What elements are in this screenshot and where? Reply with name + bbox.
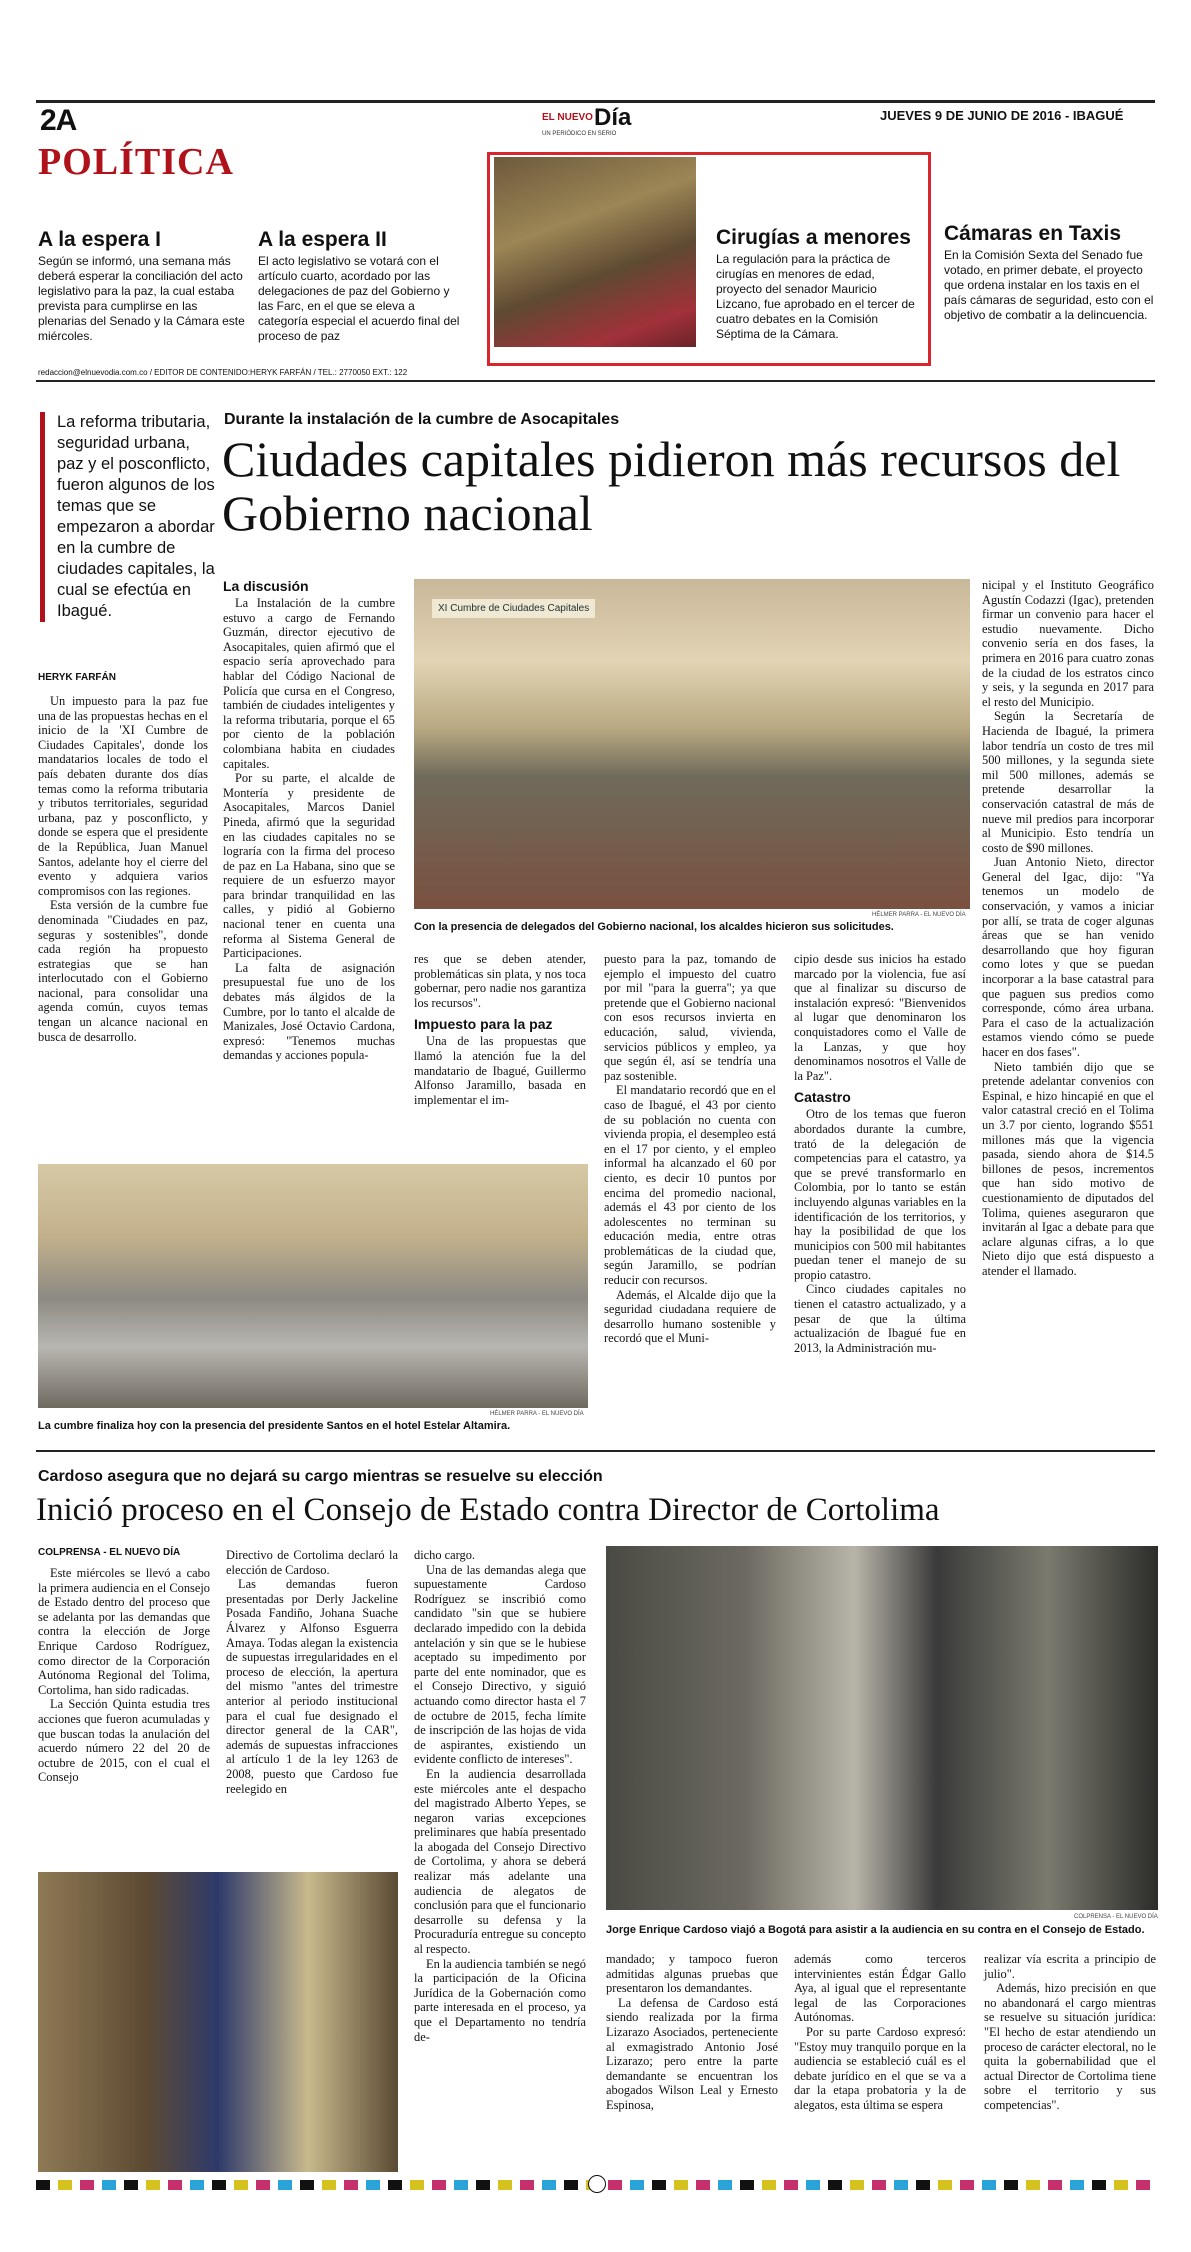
story1-col5: [794, 952, 966, 1355]
cumbre-photo-2: [38, 1164, 588, 1408]
brief-3: [716, 226, 922, 342]
col-text: [794, 952, 966, 1083]
paragraph: nicipal y el Instituto Geográfico Agustín Codazzi (Igac), pretenden firmar un convenio para hacer el estudio nuevamente. Dicho convenio sería en dos fases, la primera en 2016 para cuatro zonas de la ciudad de los estratos cinco y seis, y la segunda en 2017 para el resto del Municipio.: [982, 578, 1154, 709]
paragraph: Además, el Alcalde dijo que la seguridad ciudadana requiere de desarrollo humano sostenible y recordó que el Muni-: [604, 1287, 776, 1346]
brief-text: Según se informó, una semana más deberá esperar la conciliación del acto legislativo para la paz, la cual estaba prevista para cumplirse en las plenarias del Senado y la Cámara este miércoles.: [38, 254, 245, 343]
contact-line: redaccion@elnuevodia.com.co / EDITOR DE CONTENIDO:HERYK FARFÁN / TEL.: 2770050 EXT.: 122: [38, 368, 408, 377]
story1-col2: [223, 576, 395, 1063]
story1-headline: Ciudades capitales pidieron más recursos del Gobierno nacional: [222, 431, 1121, 541]
top-rule: [36, 100, 1155, 103]
story1-col3: [414, 952, 586, 1107]
paragraph: puesto para la paz, tomando de ejemplo el impuesto del cuatro por mil "para la guerra"; ya que pretende que el Gobierno nacional con esos recursos invierta en educación, salud, vivienda, servicios públicos y empleo, ya que según él, así se tendría una paz sostenible.: [604, 952, 776, 1083]
logo-tagline: UN PERIÓDICO EN SERIO: [542, 131, 617, 137]
paragraph: mandado; y tampoco fueron admitidas algunas pruebas que presentaron los demandantes.: [606, 1952, 778, 1996]
paragraph: res que se deben atender, problemáticas sin plata, y nos toca gobernar, pero nadie nos garantiza los recursos".: [414, 952, 586, 1010]
paragraph: La Sección Quinta estudia tres acciones que fueron acumuladas y que buscan todas la anulación del acuerdo número 22 del 20 de octubre de 2015, con el cual el Consejo: [38, 1697, 210, 1785]
paragraph: Una de las propuestas que llamó la atención fue la del mandatario de Ibagué, Guillermo Alfonso Jaramillo, basada en implementar el im-: [414, 1034, 586, 1107]
subhead-catastro: Catastro: [794, 1089, 851, 1106]
photo-credit: HÉLMER PARRA - EL NUEVO DÍA: [490, 1411, 584, 1417]
cardoso-photo-main: [606, 1546, 1158, 1910]
story2-col1: [38, 1566, 210, 1785]
paragraph: Las demandas fueron presentadas por Derly Jackeline Posada Fandiño, Johana Suache Álvarez y Alfonso Esguerra Amaya. Todas alegan la existencia de supuestas irregularidades en el proceso de elección, la apertura del mismo "antes del trimestre anterior al periodo institucional para el cual fue designado el director general de la CAR", además de supuestas infracciones al artículo 1 de la ley 1263 de 2008, puesto que Cardoso fue reelegido en: [226, 1577, 398, 1796]
paragraph: Esta versión de la cumbre fue denominada "Ciudades en paz, seguras y sostenibles", donde cada región ha propuesto estrategias que se han interlocutado con el Gobierno nacional, para consolidar una agenda común, cuyos temas tengan un alcance nacional en busca de desarrollo.: [38, 898, 208, 1044]
col-text: [794, 1107, 966, 1355]
paragraph: Directivo de Cortolima declaró la elección de Cardoso.: [226, 1548, 398, 1577]
brief-title: A la espera II: [258, 228, 387, 251]
story2-col3: [414, 1548, 586, 2044]
subhead-discusion: La discusión: [223, 578, 309, 594]
logo-main: Día: [594, 104, 632, 131]
paragraph: Nieto también dijo que se pretende adelantar convenios con Espinal, e hizo hincapié en que el valor catastral creció en el Tolima un 3.7 por ciento, logrando $551 millones más que la vigencia pasada, siendo ahora de $14.5 billones de pesos, incrementos que han sido motivo de cuestionamiento de diputados del Tolima, quienes aseguraron que invitarán al Igac a debate para que aclare algunas cifras, a lo que Nieto dijo que está dispuesto a atender el llamado.: [982, 1059, 1154, 1278]
paragraph: Además, hizo precisión en que no abandonará el cargo mientras se resuelve su situación jurídica: "El hecho de estar atendiendo un proceso de carácter electoral, no le quita la gobernabilidad que el actual Director de Cortolima tiene sobre el territorio y sus competencias".: [984, 1981, 1156, 2112]
cardoso-photo-small: [38, 1872, 398, 2172]
issue-date: JUEVES 9 DE JUNIO DE 2016 - IBAGUÉ: [880, 108, 1124, 123]
brief-text: El acto legislativo se votará con el artículo cuarto, acordado por las delegaciones de paz del Gobierno y las Farc, en el que se eleva a categoría especial el acuerdo final del proceso de paz: [258, 254, 460, 343]
story1-col6: [982, 578, 1154, 1279]
section-title: POLÍTICA: [38, 141, 234, 183]
page-number: 2A: [40, 104, 77, 137]
brief-4: [944, 222, 1154, 323]
brief-title: Cámaras en Taxis: [944, 222, 1122, 245]
paragraph: cipio desde sus inicios ha estado marcado por la violencia, fue así que al finalizar su discurso de instalación expresó: "Bienvenidos al lugar que denominaron los conquistadores como el Valle de la Lanzas, y que hoy denominamos nosotros el Valle de la Paz".: [794, 952, 966, 1083]
cumbre-photo-1: [414, 579, 970, 909]
photo-credit: HÉLMER PARRA - EL NUEVO DÍA: [872, 912, 966, 918]
paragraph: Juan Antonio Nieto, director General del Igac, dijo: "Ya tenemos un modelo de conservación, y vamos a iniciar por allí, se trata de coger algunas áreas que se han venido desarrollando que hoy figuran como lotes y que se puedan incorporar a la base catastral para que paguen sus predios como corresponde, cómo área urbana. Para el caso de la actualización estamos viendo cómo se puede hacer en dos fases".: [982, 855, 1154, 1059]
masthead-logo: [542, 106, 654, 140]
story1-kicker: Durante la instalación de la cumbre de Asocapitales: [224, 411, 620, 428]
paragraph: Un impuesto para la paz fue una de las propuestas hechas en el inicio de la 'XI Cumbre de Ciudades Capitales', donde los mandatarios locales de todo el país debaten durante dos días temas como la reforma tributaria y tributos territoriales, seguridad urbana, paz y posconflicto, y donde se espera que el presidente de la República, Juan Manuel Santos, adelante hoy el cierre del evento y adquiera varios compromisos con las regiones.: [38, 694, 208, 898]
story2-col2: [226, 1548, 398, 1796]
story2-kicker: Cardoso asegura que no dejará su cargo mientras se resuelve su elección: [38, 1468, 603, 1485]
photo-caption: Jorge Enrique Cardoso viajó a Bogotá para asistir a la audiencia en su contra en el Consejo de Estado.: [606, 1924, 1145, 1936]
paragraph: En la audiencia también se negó la participación de la Oficina Jurídica de la Gobernación como parte interesada en el proceso, ya que el Departamento no tendría de-: [414, 1956, 586, 2044]
story2-col6: [984, 1952, 1156, 2113]
story1-col4: [604, 952, 776, 1346]
paragraph: además como terceros intervinientes están Édgar Gallo Aya, al igual que el representante legal de las Corporaciones Autónomas.: [794, 1952, 966, 2025]
col-text: [223, 596, 395, 1063]
byline: HERYK FARFÁN: [38, 672, 116, 683]
photo-caption: La cumbre finaliza hoy con la presencia del presidente Santos en el hotel Estelar Altamira.: [38, 1420, 511, 1432]
paragraph: En la audiencia desarrollada este miércoles ante el despacho del magistrado Alberto Yepes, se negaron varias excepciones preliminares que había presentado la abogada del Consejo Directivo de Cortolima, y ahora se deberá realizar más adelante una audiencia de alegatos de conclusión para que el funcionario desarrolle su defensa y la Procuraduría entregue su concepto al respecto.: [414, 1766, 586, 1957]
col-text: [414, 1034, 586, 1107]
paragraph: La Instalación de la cumbre estuvo a cargo de Fernando Guzmán, director ejecutivo de Asocapitales, quien afirmó que el espacio sería aprovechado para hablar del Código Nacional de Policía que cursa en el Congreso, también de ciudades inteligentes y la reforma tributaria, porque el 65 por ciento de la población colombiana habita en ciudades capitales.: [223, 596, 395, 771]
paragraph: El mandatario recordó que en el caso de Ibagué, el 43 por ciento de su población no cuenta con vivienda propia, el desempleo está en el 17 por ciento, y el empleo informal ha alcanzado el 60 por ciento, es decir 10 puntos por encima del promedio nacional, además el 43 por ciento de los adolescentes no terminan su educación media, entre otras problemáticas de la ciudad que, según Jaramillo, se podrían reducir con recursos.: [604, 1083, 776, 1288]
paragraph: Cinco ciudades capitales no tienen el catastro actualizado, y a pesar de que la última actualización de Ibagué fue en 2013, la Administración mu-: [794, 1282, 966, 1355]
pullquote-text: La reforma tributaria, seguridad urbana, paz y el posconflicto, fueron algunos de los temas que se empezaron a abordar en la cumbre de ciudades capitales, la cual se efectúa en Ibagué.: [57, 413, 215, 620]
story-divider: [36, 1450, 1155, 1452]
photo-banner: XI Cumbre de Ciudades Capitales: [432, 599, 595, 618]
brief-text: La regulación para la práctica de cirugías en menores de edad, proyecto del senador Mauricio Lizcano, fue aprobado en el tercer de cuatro debates en la Comisión Séptima de la Cámara.: [716, 252, 915, 341]
header-bottom-rule: [36, 380, 1155, 382]
brief-title: A la espera I: [38, 228, 161, 251]
col-text: [982, 578, 1154, 1279]
paragraph: dicho cargo.: [414, 1548, 476, 1562]
paragraph: Otro de los temas que fueron abordados durante la cumbre, trató de la delegación de competencias para el catastro, ya que se prevé transformarlo en Colombia, por lo tanto se están incluyendo algunas variables en la identificación de los territorios, y hay la posibilidad de que los municipios con 500 mil habitantes puedan tener el manejo de su propio catastro.: [794, 1107, 966, 1282]
congress-photo: [494, 157, 696, 347]
col-text: [226, 1548, 398, 1796]
paragraph: La defensa de Cardoso está siendo realizada por la firma Lizarazo Asociados, perteneciente al exmagistrado Antonio José Lizarazo; pero entre la parte demandante se encuentran los abogados Wilson Leal y Ernesto Espinosa,: [606, 1995, 778, 2112]
story2-headline: Inició proceso en el Consejo de Estado contra Director de Cortolima: [36, 1492, 940, 1528]
brief-2: [258, 228, 466, 344]
brief-text: En la Comisión Sexta del Senado fue votado, en primer debate, el proyecto que ordena instalar en los taxis en el país cámaras de seguridad, esto con el objetivo de combatir a la delincuencia.: [944, 248, 1154, 322]
paragraph: La falta de asignación presupuestal fue uno de los debates más álgidos de la Cumbre, por lo tanto el alcalde de Manizales, José Octavio Cardona, expresó: "Tenemos muchas demandas y acciones popula-: [223, 960, 395, 1063]
paragraph: Por su parte Cardoso expresó: "Estoy muy tranquilo porque en la audiencia se estableció cuál es el debate jurídico en el que se va a dar la etapa probatoria y la de alegatos, esta última se espera: [794, 2024, 966, 2112]
logo-top: EL NUEVO: [542, 112, 593, 123]
photo-caption: Con la presencia de delegados del Gobierno nacional, los alcaldes hicieron sus solicitudes.: [414, 921, 894, 933]
paragraph: Según la Secretaría de Hacienda de Ibagué, la primera labor tendría un costo de tres mil 500 millones, y la segunda siete mil 500 millones, además se pretende desarrollar la conservación catastral de más de nueve mil predios para incorporar al Municipio. Esto tendría un costo de $90 millones.: [982, 709, 1154, 855]
col-text: [38, 1566, 210, 1785]
brief-title: Cirugías a menores: [716, 226, 911, 249]
col-text: [604, 952, 776, 1346]
col-text: [414, 1548, 586, 2044]
pullquote: [40, 412, 217, 622]
byline: COLPRENSA - EL NUEVO DÍA: [38, 1547, 181, 1558]
story1-col1: [38, 694, 208, 1044]
paragraph: Por su parte, el alcalde de Montería y presidente de Asocapitales, Marcos Daniel Pineda, afirmó que la seguridad en las ciudades capitales no se lograría con la firma del proceso de paz en La Habana, sino que se requiere de un esfuerzo mayor para brindar tranquilidad en las calles, y pidió al Gobierno nacional tener en cuenta una reforma al Sistema General de Participaciones.: [223, 771, 395, 961]
col-text: [984, 1952, 1156, 2113]
paragraph: Una de las demandas alega que supuestamente Cardoso Rodríguez se inscribió como candidato "sin que se hubiere declarado impedido con la debida antelación y sin que se le hubiese aceptado su impedimento por parte del ente nominador, que es el Consejo Directivo, y siguió actuando como director hasta el 7 de octubre de 2015, fecha límite de inscripción de las hojas de vida de aspirantes, existiendo un evidente conflicto de intereses".: [414, 1562, 586, 1767]
subhead-paz: Impuesto para la paz: [414, 1016, 553, 1033]
registration-mark-icon: [588, 2175, 606, 2193]
col-text: [794, 1952, 966, 2113]
story2-col4: [606, 1952, 778, 2113]
brief-1: [38, 228, 246, 344]
photo-credit: COLPRENSA - EL NUEVO DÍA: [1074, 1914, 1158, 1920]
paragraph: Este miércoles se llevó a cabo la primera audiencia en el Consejo de Estado dentro del proceso que se adelanta por las demandas que contra la elección de Jorge Enrique Cardoso Rodríguez, como director de la Corporación Autónoma Regional del Tolima, Cortolima, han sido radicadas.: [38, 1566, 210, 1697]
story2-col5: [794, 1952, 966, 2113]
col-text: [606, 1952, 778, 2113]
paragraph: realizar vía escrita a principio de julio".: [984, 1952, 1156, 1981]
col-text: [414, 952, 586, 1010]
